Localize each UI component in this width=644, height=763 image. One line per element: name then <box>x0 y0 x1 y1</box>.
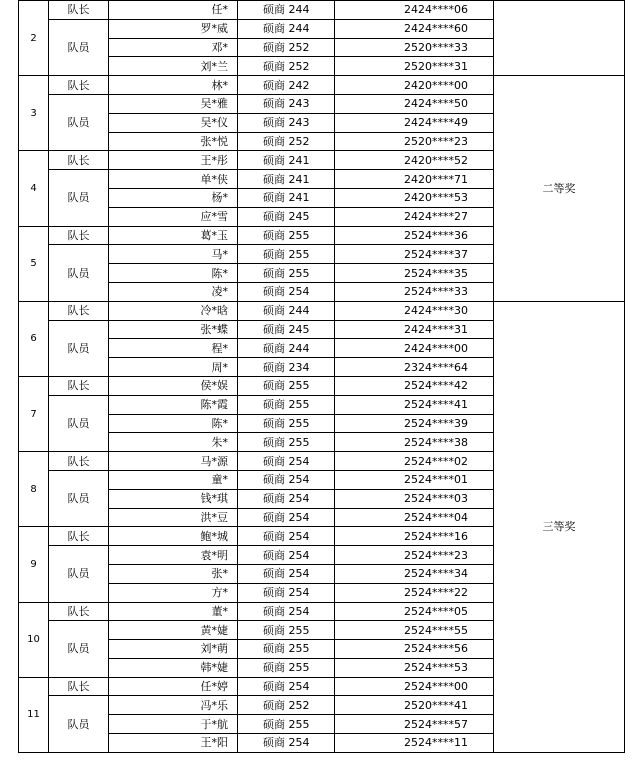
role-captain: 队长 <box>49 452 109 471</box>
role-member: 队员 <box>49 170 109 226</box>
team-number: 3 <box>19 76 49 151</box>
team-number: 5 <box>19 226 49 301</box>
member-student-id: 2524****36 <box>335 226 494 245</box>
member-student-id: 2524****57 <box>335 715 494 734</box>
member-student-id: 2420****52 <box>335 151 494 170</box>
role-captain: 队长 <box>49 76 109 95</box>
team-number: 4 <box>19 151 49 226</box>
member-name: 陈* <box>109 264 238 283</box>
member-student-id: 2420****00 <box>335 76 494 95</box>
role-captain: 队长 <box>49 301 109 320</box>
member-class: 硕商 254 <box>238 564 335 583</box>
team-number: 7 <box>19 376 49 451</box>
member-student-id: 2520****41 <box>335 696 494 715</box>
member-name: 周* <box>109 358 238 377</box>
member-student-id: 2524****37 <box>335 245 494 264</box>
team-number: 2 <box>19 1 49 76</box>
member-name: 张*悦 <box>109 132 238 151</box>
member-student-id: 2524****04 <box>335 508 494 527</box>
member-student-id: 2524****16 <box>335 527 494 546</box>
member-class: 硕商 254 <box>238 546 335 565</box>
member-student-id: 2524****34 <box>335 564 494 583</box>
member-name: 吴*仪 <box>109 113 238 132</box>
team-number: 10 <box>19 602 49 677</box>
role-member: 队员 <box>49 245 109 301</box>
member-student-id: 2424****31 <box>335 320 494 339</box>
member-student-id: 2524****56 <box>335 640 494 659</box>
table-row <box>19 76 625 95</box>
member-class: 硕商 254 <box>238 508 335 527</box>
member-name: 程* <box>109 339 238 358</box>
member-class: 硕商 252 <box>238 38 335 57</box>
role-captain: 队长 <box>49 1 109 20</box>
member-student-id: 2524****41 <box>335 395 494 414</box>
member-student-id: 2524****39 <box>335 414 494 433</box>
member-class: 硕商 241 <box>238 151 335 170</box>
member-name: 陈*霞 <box>109 395 238 414</box>
member-class: 硕商 252 <box>238 132 335 151</box>
member-class: 硕商 255 <box>238 621 335 640</box>
member-student-id: 2524****03 <box>335 489 494 508</box>
member-student-id: 2524****23 <box>335 546 494 565</box>
member-name: 凌* <box>109 282 238 301</box>
prize-level <box>494 1 625 76</box>
award-roster-table <box>18 0 625 753</box>
member-class: 硕商 255 <box>238 414 335 433</box>
roster-body <box>19 1 625 753</box>
member-class: 硕商 234 <box>238 358 335 377</box>
member-student-id: 2524****38 <box>335 433 494 452</box>
member-class: 硕商 254 <box>238 734 335 753</box>
member-class: 硕商 255 <box>238 658 335 677</box>
member-class: 硕商 245 <box>238 207 335 226</box>
member-name: 林* <box>109 76 238 95</box>
member-name: 单*侠 <box>109 170 238 189</box>
member-name: 张*蝶 <box>109 320 238 339</box>
member-name: 袁*明 <box>109 546 238 565</box>
member-name: 冷*晗 <box>109 301 238 320</box>
member-class: 硕商 254 <box>238 282 335 301</box>
member-name: 黄*婕 <box>109 621 238 640</box>
member-class: 硕商 254 <box>238 452 335 471</box>
member-student-id: 2520****31 <box>335 57 494 76</box>
team-number: 9 <box>19 527 49 602</box>
table-row <box>19 301 625 320</box>
member-name: 洪*豆 <box>109 508 238 527</box>
member-class: 硕商 245 <box>238 320 335 339</box>
member-name: 应*雪 <box>109 207 238 226</box>
member-name: 张* <box>109 564 238 583</box>
prize-level: 三等奖 <box>494 301 625 752</box>
member-name: 马* <box>109 245 238 264</box>
member-student-id: 2524****22 <box>335 583 494 602</box>
role-member: 队员 <box>49 94 109 150</box>
member-student-id: 2524****05 <box>335 602 494 621</box>
member-name: 任* <box>109 1 238 20</box>
member-student-id: 2524****35 <box>335 264 494 283</box>
member-class: 硕商 255 <box>238 226 335 245</box>
member-class: 硕商 244 <box>238 301 335 320</box>
member-student-id: 2424****30 <box>335 301 494 320</box>
member-class: 硕商 255 <box>238 640 335 659</box>
member-name: 于*航 <box>109 715 238 734</box>
member-name: 冯*乐 <box>109 696 238 715</box>
member-name: 朱* <box>109 433 238 452</box>
member-class: 硕商 254 <box>238 527 335 546</box>
member-student-id: 2420****53 <box>335 188 494 207</box>
member-name: 任*婷 <box>109 677 238 696</box>
member-name: 吴*雅 <box>109 94 238 113</box>
team-number: 8 <box>19 452 49 527</box>
role-captain: 队长 <box>49 226 109 245</box>
member-name: 马*源 <box>109 452 238 471</box>
member-name: 葛*玉 <box>109 226 238 245</box>
member-name: 王*阳 <box>109 734 238 753</box>
member-class: 硕商 255 <box>238 395 335 414</box>
role-member: 队员 <box>49 696 109 752</box>
member-student-id: 2424****00 <box>335 339 494 358</box>
role-captain: 队长 <box>49 602 109 621</box>
member-class: 硕商 241 <box>238 170 335 189</box>
member-name: 杨* <box>109 188 238 207</box>
member-student-id: 2520****33 <box>335 38 494 57</box>
member-student-id: 2524****11 <box>335 734 494 753</box>
member-class: 硕商 243 <box>238 113 335 132</box>
table-row <box>19 1 625 20</box>
member-name: 钱*琪 <box>109 489 238 508</box>
member-class: 硕商 255 <box>238 715 335 734</box>
member-name: 董* <box>109 602 238 621</box>
member-name: 方* <box>109 583 238 602</box>
member-name: 刘*萌 <box>109 640 238 659</box>
member-student-id: 2424****06 <box>335 1 494 20</box>
role-member: 队员 <box>49 470 109 526</box>
role-captain: 队长 <box>49 151 109 170</box>
member-name: 鲍*城 <box>109 527 238 546</box>
prize-level: 二等奖 <box>494 76 625 302</box>
member-student-id: 2324****64 <box>335 358 494 377</box>
member-class: 硕商 252 <box>238 696 335 715</box>
member-student-id: 2520****23 <box>335 132 494 151</box>
member-name: 邓* <box>109 38 238 57</box>
member-student-id: 2524****00 <box>335 677 494 696</box>
member-class: 硕商 254 <box>238 602 335 621</box>
member-name: 侯*娱 <box>109 376 238 395</box>
member-student-id: 2524****55 <box>335 621 494 640</box>
member-name: 韩*婕 <box>109 658 238 677</box>
member-name: 童* <box>109 470 238 489</box>
member-student-id: 2524****42 <box>335 376 494 395</box>
member-class: 硕商 244 <box>238 339 335 358</box>
role-member: 队员 <box>49 395 109 451</box>
member-name: 陈* <box>109 414 238 433</box>
member-student-id: 2424****27 <box>335 207 494 226</box>
member-class: 硕商 254 <box>238 583 335 602</box>
member-student-id: 2524****02 <box>335 452 494 471</box>
role-member: 队员 <box>49 19 109 75</box>
member-student-id: 2524****33 <box>335 282 494 301</box>
member-student-id: 2424****60 <box>335 19 494 38</box>
team-number: 11 <box>19 677 49 752</box>
member-class: 硕商 243 <box>238 94 335 113</box>
member-student-id: 2524****53 <box>335 658 494 677</box>
role-captain: 队长 <box>49 677 109 696</box>
member-name: 罗*威 <box>109 19 238 38</box>
member-class: 硕商 254 <box>238 470 335 489</box>
member-class: 硕商 242 <box>238 76 335 95</box>
role-member: 队员 <box>49 621 109 677</box>
member-class: 硕商 244 <box>238 1 335 20</box>
role-captain: 队长 <box>49 527 109 546</box>
team-number: 6 <box>19 301 49 376</box>
member-class: 硕商 254 <box>238 677 335 696</box>
role-member: 队员 <box>49 546 109 602</box>
role-member: 队员 <box>49 320 109 376</box>
member-class: 硕商 255 <box>238 433 335 452</box>
member-class: 硕商 254 <box>238 489 335 508</box>
member-student-id: 2424****50 <box>335 94 494 113</box>
member-class: 硕商 255 <box>238 245 335 264</box>
member-student-id: 2424****49 <box>335 113 494 132</box>
member-class: 硕商 252 <box>238 57 335 76</box>
role-captain: 队长 <box>49 376 109 395</box>
member-name: 王*彤 <box>109 151 238 170</box>
member-class: 硕商 244 <box>238 19 335 38</box>
member-class: 硕商 241 <box>238 188 335 207</box>
member-student-id: 2524****01 <box>335 470 494 489</box>
member-student-id: 2420****71 <box>335 170 494 189</box>
member-class: 硕商 255 <box>238 376 335 395</box>
member-class: 硕商 255 <box>238 264 335 283</box>
member-name: 刘*兰 <box>109 57 238 76</box>
